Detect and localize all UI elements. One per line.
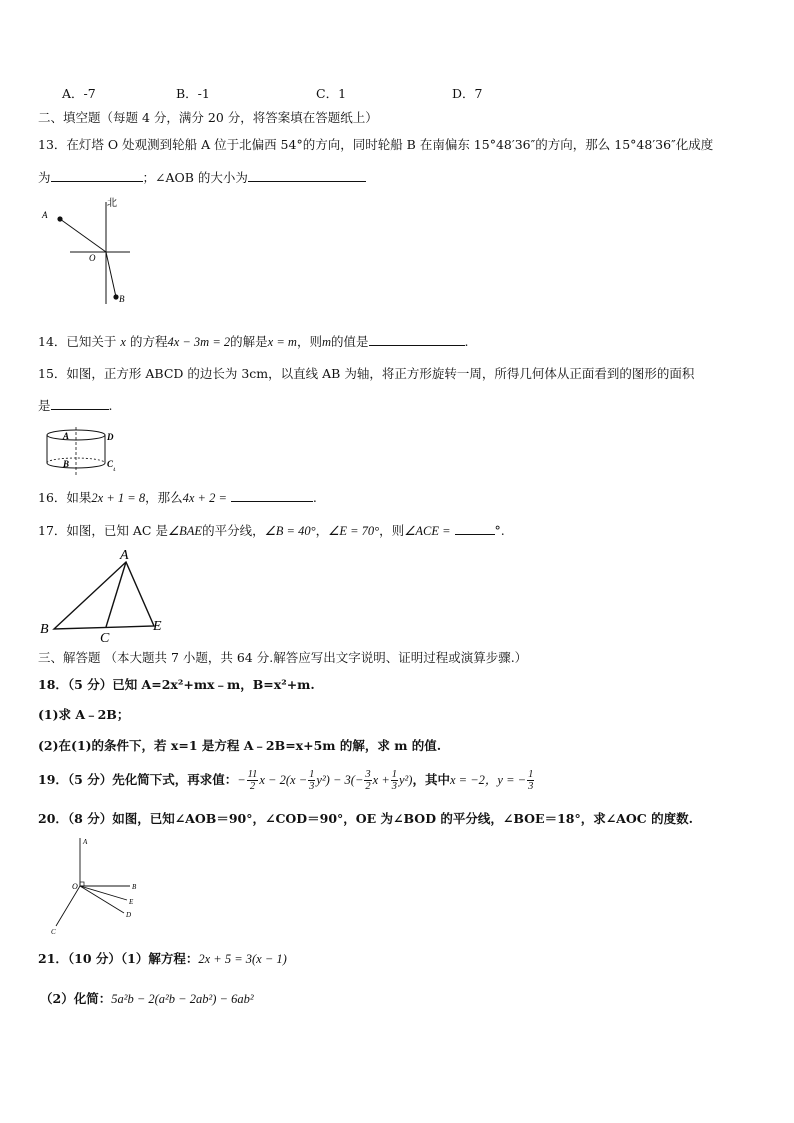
q21-part2 [40, 991, 254, 1007]
q20-text: 20．（8 分）如图，已知∠AOB＝90°，∠COD＝90°，OE 为∠BOD 的平分线，∠BOE＝18°，求∠AOC 的度数. [38, 811, 693, 826]
q20-fig-e: E [129, 898, 134, 906]
q17-angle-bae: ∠BAE [167, 524, 203, 538]
q13-fig-o: O [89, 253, 96, 263]
q20-fig-b: B [132, 883, 137, 891]
q19-frac2-num: 1 [309, 769, 315, 780]
q14-line [38, 333, 468, 350]
q16-end: . [312, 490, 317, 505]
q17-fig-b: B [40, 622, 49, 637]
q19-line [38, 765, 535, 795]
q17-text-c: ， [315, 523, 329, 538]
q17-text-b: 的平分线， [202, 523, 265, 538]
q15-fig-sub: 4 [113, 468, 116, 473]
q19-term-1: − [237, 773, 246, 787]
q19-frac3-num: 3 [365, 769, 371, 780]
q17-text-a: 17．如图，已知 AC 是 [38, 523, 168, 538]
q19-frac3-den: 2 [365, 781, 371, 792]
q20-fig-c: C [51, 928, 56, 936]
q19-frac5-den: 3 [528, 781, 534, 792]
q17-figure [36, 545, 176, 645]
q19-frac1-num: 11 [247, 769, 258, 780]
q19-frac5-num: 1 [528, 769, 534, 780]
q13-line1: 13．在灯塔 O 处观测到轮船 A 位于北偏西 54°的方向，同时轮船 B 在南偏东 15°48′36″的方向，那么 15°48′36″化成度 [38, 137, 714, 152]
q16-text-a: 16．如果 [38, 490, 92, 505]
q13-fig-b: B [119, 294, 125, 304]
q15-blank [51, 397, 109, 410]
q15-fig-b: B [63, 459, 70, 469]
q17-fig-c: C [100, 631, 110, 645]
q16-line [38, 489, 317, 506]
q17-fig-a: A [120, 548, 129, 563]
q20-fig-d: D [126, 911, 132, 919]
q18-part1: (1)求 A﹣2B； [38, 707, 130, 722]
q16-text-b: ，那么 [145, 490, 183, 505]
q17-angle-b: ∠B = 40° [264, 524, 316, 538]
q14-text-d: ，则 [296, 334, 322, 349]
q17-angle-ace: ∠ACE = [404, 524, 451, 538]
q13-line2-b: ；∠AOB 的大小为 [142, 170, 248, 185]
q14-solution: x = m [267, 335, 297, 349]
q17-text-d: ，则 [379, 523, 405, 538]
q14-text-b: 的方程 [129, 334, 168, 349]
q19-heading: 19．（5 分）先化简下式，再求值： [38, 772, 238, 787]
q21-heading: 21．（10 分）（1）解方程： [38, 951, 199, 966]
q13-blank-1 [51, 169, 143, 182]
q19-term-6: x = −2，y = − [449, 773, 527, 787]
q15-fig-a: A [63, 431, 70, 441]
q14-var-m: m [321, 335, 331, 349]
q19-term-4: x + [372, 773, 390, 787]
option-d: D．7 [452, 86, 483, 101]
q17-line [38, 522, 505, 539]
q19-frac2-den: 3 [309, 781, 315, 792]
q16-equation-2: 4x + 2 = [182, 491, 227, 505]
q13-blank-2 [248, 169, 366, 182]
q19-term-3: y²) − 3(− [316, 773, 364, 787]
q14-end: . [464, 334, 469, 349]
q15-end: . [108, 398, 113, 413]
option-c: C．1 [316, 86, 347, 101]
q15-figure [40, 423, 130, 479]
q18-part2: (2)在(1)的条件下，若 x=1 是方程 A﹣2B=x+5m 的解，求 m 的值. [38, 738, 442, 753]
q16-blank [231, 489, 313, 502]
q15-text: 是 [38, 398, 51, 413]
q15-fig-d: D [107, 432, 114, 442]
option-b: B．-1 [176, 86, 210, 101]
q21-part2-label: （2）化简： [40, 991, 112, 1006]
q19-frac1-den: 2 [249, 781, 256, 792]
q20-fig-o: O [72, 882, 78, 891]
q13-fig-a: A [42, 210, 48, 220]
q19-frac4-den: 3 [391, 781, 397, 792]
option-a: A．-7 [62, 86, 96, 101]
q17-fig-e: E [153, 619, 162, 634]
q14-blank [369, 333, 465, 346]
q19-term-5: y²) [399, 773, 413, 787]
q20-figure [50, 834, 150, 940]
q14-text-c: 的解是 [230, 334, 268, 349]
q13-figure [36, 196, 136, 308]
q17-end: °. [494, 523, 505, 538]
q17-blank [455, 522, 495, 535]
q13-line2-a: 为 [38, 170, 51, 185]
q13-fig-north: 北 [107, 198, 117, 209]
section3-heading: 三、解答题 （本大题共 7 小题，共 64 分.解答应写出文字说明、证明过程或演算步骤.） [38, 650, 528, 665]
q19-frac4-num: 1 [391, 769, 397, 780]
q17-angle-e: ∠E = 70° [328, 524, 380, 538]
q21-expression: 5a²b − 2(a²b − 2ab²) − 6ab² [111, 992, 254, 1006]
q15-line2 [38, 397, 113, 414]
q14-equation: 4x − 3m = 2 [167, 335, 231, 349]
q16-equation-1: 2x + 1 = 8 [91, 491, 146, 505]
q21-part1 [38, 951, 287, 967]
q13-line2 [38, 169, 366, 186]
q19-term-2: x − 2(x − [259, 773, 308, 787]
q14-text-e: 的值是 [330, 334, 369, 349]
q14-text-a: 14．已知关于 [38, 334, 117, 349]
q18-heading: 18．（5 分）已知 A=2x²+mx﹣m，B=x²+m. [38, 677, 315, 692]
q21-equation: 2x + 5 = 3(x − 1) [198, 952, 287, 966]
q14-var-x: x [120, 335, 126, 349]
q15-line1: 15．如图，正方形 ABCD 的边长为 3cm，以直线 AB 为轴，将正方形旋转一周，所得几何体从正面看到的图形的面积 [38, 366, 695, 381]
q19-mid-text: ，其中 [412, 772, 450, 787]
q20-fig-a: A [83, 838, 88, 846]
section2-heading: 二、填空题（每题 4 分，满分 20 分，将答案填在答题纸上） [38, 110, 378, 125]
q15-fig-c: C [107, 459, 114, 469]
